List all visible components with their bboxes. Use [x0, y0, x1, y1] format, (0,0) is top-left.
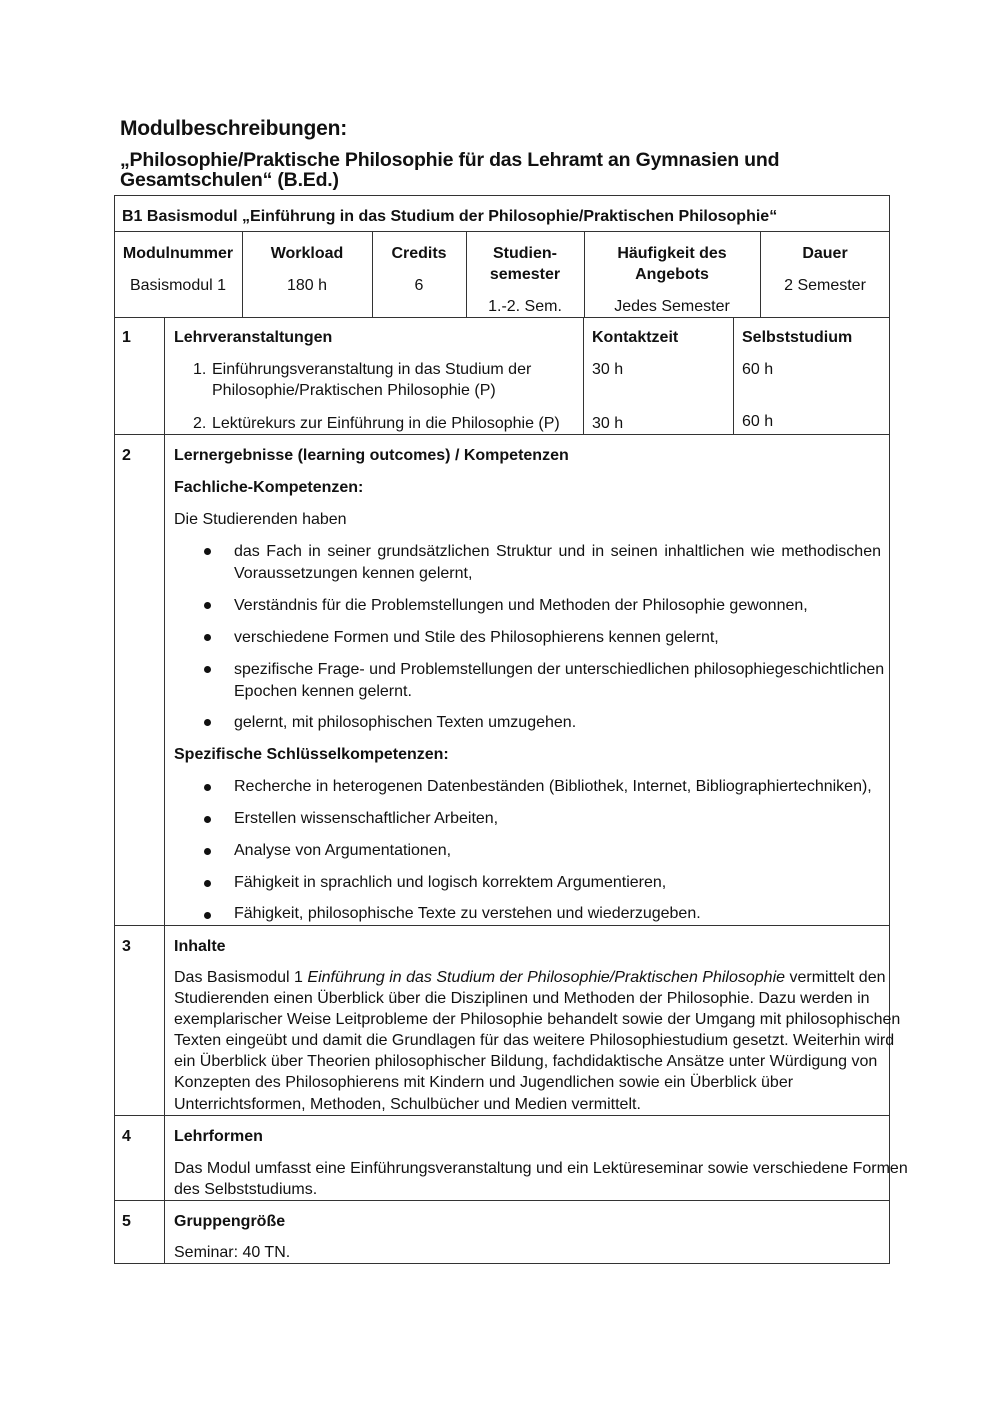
course-number: 1. [193, 361, 207, 378]
section-title-inhalte: Inhalte [174, 938, 226, 955]
section-title-lernergebnisse: Lernergebnisse (learning outcomes) / Kompetenzen [174, 447, 569, 464]
paragraph-line: Unterrichtsformen, Methoden, Schulbücher und Medien vermittelt. [174, 1096, 641, 1113]
bullet-icon [204, 880, 211, 887]
info-value-haeufigkeit: Jedes Semester [614, 298, 730, 315]
info-value-modulnummer: Basismodul 1 [129, 277, 227, 294]
section-number: 1 [122, 329, 131, 346]
bullet-icon [204, 719, 211, 726]
info-value-semester: 1.-2. Sem. [488, 298, 562, 315]
page-subtitle: „Philosophie/Praktische Philosophie für das Lehramt an Gymnasien und Gesamtschulen“ (B.Ed.) [120, 149, 780, 191]
paragraph-line: des Selbststudiums. [174, 1181, 318, 1198]
list-item: das Fach in seiner grundsätzlichen Struktur und in seinen inhaltlichen wie methodischen [234, 543, 881, 560]
list-item: Epochen kennen gelernt. [234, 683, 412, 700]
list-item: Fähigkeit in sprachlich und logisch korrektem Argumentieren, [234, 874, 667, 891]
self-study-header: Selbststudium [742, 329, 853, 346]
divider [114, 317, 890, 318]
text-span: vermittelt den [785, 969, 886, 986]
bullet-icon [204, 634, 211, 641]
bullet-icon [204, 912, 211, 919]
course-contact-time: 30 h [592, 361, 624, 378]
divider [733, 317, 734, 434]
list-item: Voraussetzungen kennen gelernt, [234, 565, 473, 582]
list-item: gelernt, mit philosophischen Texten umzugehen. [234, 714, 577, 731]
paragraph-line: Das Modul umfasst eine Einführungsveranstaltung und ein Lektüreseminar sowie verschiedene Formen [174, 1160, 908, 1177]
divider [114, 1200, 890, 1201]
bullet-icon [204, 666, 211, 673]
section-number: 5 [122, 1213, 131, 1230]
info-value-dauer: 2 Semester [784, 277, 866, 294]
info-label-semester: Studien- semester [489, 245, 561, 283]
section-number: 2 [122, 447, 131, 464]
bullet-icon [204, 602, 211, 609]
paragraph-line: Texten eingeübt und damit die Grundlagen für das weitere Philosophiestudium gesetzt. Weiterhin wird [174, 1032, 895, 1049]
course-number: 2. [193, 415, 207, 432]
course-self-study: 60 h [742, 361, 774, 378]
section-number: 4 [122, 1128, 131, 1145]
info-value-workload: 180 h [286, 277, 328, 294]
section-title-lehrveranstaltungen: Lehrveranstaltungen [174, 329, 333, 346]
divider [114, 1115, 890, 1116]
course-name: Einführungsveranstaltung in das Studium der Philosophie/Praktischen Philosophie (P) [212, 361, 532, 399]
contact-time-header: Kontaktzeit [592, 329, 679, 346]
group-size-text: Seminar: 40 TN. [174, 1244, 291, 1261]
divider [114, 231, 890, 232]
list-item: Verständnis für die Problemstellungen und Methoden der Philosophie gewonnen, [234, 597, 808, 614]
course-self-study: 60 h [742, 413, 774, 430]
info-label-modulnummer: Modulnummer [122, 245, 234, 262]
bullet-icon [204, 816, 211, 823]
subheading-fachliche-kompetenzen: Fachliche-Kompetenzen: [174, 479, 364, 496]
course-name: Lektürekurs zur Einführung in die Philosophie (P) [212, 415, 560, 432]
course-contact-time: 30 h [592, 415, 624, 432]
text-span: Das Basismodul 1 [174, 969, 308, 986]
subheading-schluesselkompetenzen: Spezifische Schlüsselkompetenzen: [174, 746, 449, 763]
info-value-credits: 6 [414, 277, 424, 294]
list-item: Erstellen wissenschaftlicher Arbeiten, [234, 810, 499, 827]
info-label-dauer: Dauer [802, 245, 848, 262]
divider [164, 317, 165, 1264]
bullet-icon [204, 548, 211, 555]
paragraph-line: exemplarischer Weise Leitprobleme der Philosophie behandelt sowie der Umgang mit philosophischen [174, 1011, 901, 1028]
divider [114, 434, 890, 435]
info-label-haeufigkeit: Häufigkeit des Angebots [617, 245, 727, 283]
info-label-credits: Credits [391, 245, 447, 262]
info-label-workload: Workload [270, 245, 344, 262]
section-title-gruppengroesse: Gruppengröße [174, 1213, 286, 1230]
list-item: verschiedene Formen und Stile des Philosophierens kennen gelernt, [234, 629, 719, 646]
list-item: Recherche in heterogenen Datenbeständen (Bibliothek, Internet, Bibliographiertechniken), [234, 778, 872, 795]
section-number: 3 [122, 938, 131, 955]
list-item: spezifische Frage- und Problemstellungen der unterschiedlichen philosophiegeschichtlichen [234, 661, 885, 678]
section-title-lehrformen: Lehrformen [174, 1128, 263, 1145]
bullet-icon [204, 848, 211, 855]
module-name-italic: Einführung in das Studium der Philosophie/Praktischen Philosophie [307, 969, 786, 986]
paragraph-line [174, 967, 886, 988]
module-header: B1 Basismodul „Einführung in das Studium der Philosophie/Praktischen Philosophie“ [122, 208, 778, 225]
divider [583, 317, 584, 434]
bullet-icon [204, 784, 211, 791]
paragraph-line: Studierenden einen Überblick über die Disziplinen und Methoden der Philosophie. Dazu werden in [174, 990, 870, 1007]
page-title: Modulbeschreibungen: [120, 117, 348, 140]
list-item: Fähigkeit, philosophische Texte zu verstehen und wiederzugeben. [234, 905, 701, 922]
list-item: Analyse von Argumentationen, [234, 842, 452, 859]
paragraph-line: Konzepten des Philosophierens mit Kindern und Jugendlichen sowie ein Überblick über [174, 1074, 794, 1091]
paragraph-line: ein Überblick über Theorien philosophischer Bildung, fachdidaktische Ansätze unter Würdigung von [174, 1053, 878, 1070]
divider [114, 925, 890, 926]
intro-text: Die Studierenden haben [174, 511, 347, 528]
